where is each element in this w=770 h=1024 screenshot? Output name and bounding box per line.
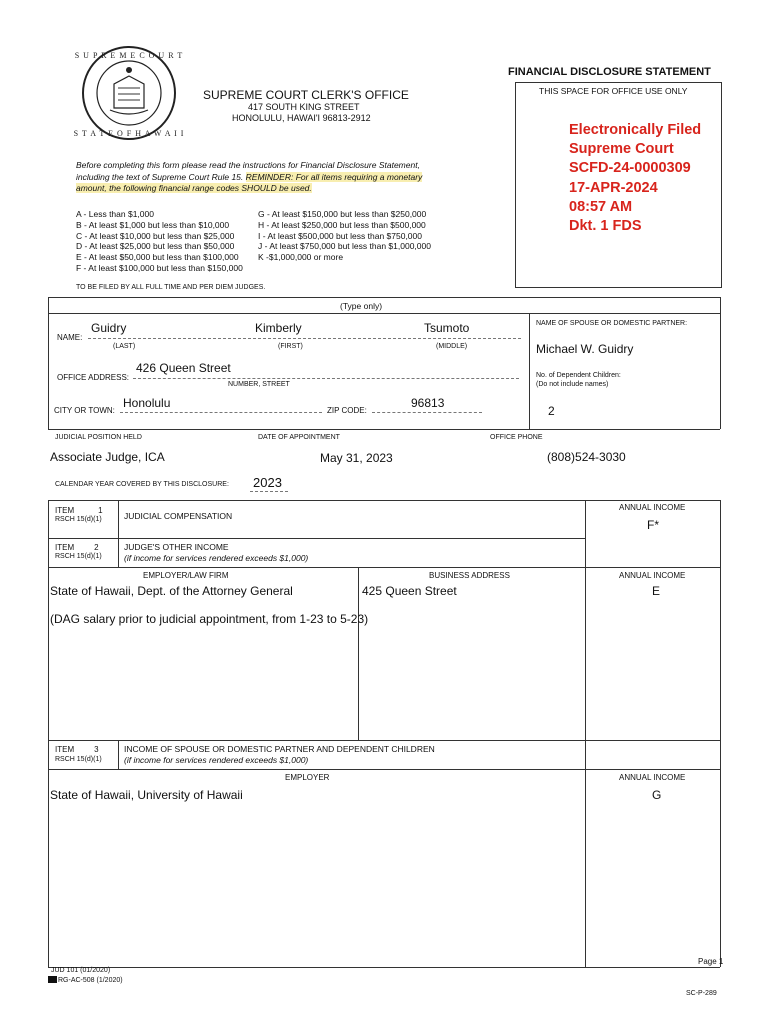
page-number: Page 1	[698, 957, 724, 966]
item1-item-word: ITEM	[55, 506, 75, 515]
last-name-value[interactable]: Guidry	[91, 321, 127, 335]
electronic-filing-stamp	[569, 121, 701, 236]
calendar-year-label: CALENDAR YEAR COVERED BY THIS DISCLOSURE:	[55, 481, 229, 488]
range-codes-left	[76, 209, 243, 274]
item2-address-label: BUSINESS ADDRESS	[429, 571, 510, 580]
item2-title: JUDGE'S OTHER INCOME	[124, 542, 229, 552]
address-underline	[133, 378, 519, 379]
item1-label	[55, 506, 103, 515]
spouse-label: NAME OF SPOUSE OR DOMESTIC PARTNER:	[536, 320, 688, 327]
last-caption: (LAST)	[113, 343, 136, 350]
item3-label	[55, 745, 99, 754]
range-code: E - At least $50,000 but less than $100,000	[76, 252, 239, 263]
zip-underline	[372, 412, 482, 413]
city-underline	[120, 412, 322, 413]
dependents-label: No. of Dependent Children:	[536, 372, 621, 379]
instructions-line2	[76, 172, 422, 182]
item2-address-value[interactable]: 425 Queen Street	[362, 584, 457, 598]
appointment-label: DATE OF APPOINTMENT	[258, 434, 340, 441]
range-code: K -$1,000,000 or more	[258, 252, 344, 263]
supreme-court-seal	[73, 44, 185, 142]
office-name: SUPREME COURT CLERK'S OFFICE	[203, 88, 409, 102]
stamp-line: 17-APR-2024	[569, 179, 658, 196]
form-code2-text: RG-AC-508 (1/2020)	[58, 977, 123, 984]
office-address-label: OFFICE ADDRESS:	[57, 373, 130, 382]
range-codes-right	[258, 209, 431, 263]
office-address-value[interactable]: 426 Queen Street	[136, 361, 231, 375]
zip-label: ZIP CODE:	[327, 406, 367, 415]
stamp-line: Supreme Court	[569, 141, 674, 158]
position-label: JUDICIAL POSITION HELD	[55, 434, 142, 441]
position-value[interactable]: Associate Judge, ICA	[50, 450, 165, 464]
address-caption: NUMBER, STREET	[228, 381, 290, 388]
item3-item-word: ITEM	[55, 745, 75, 754]
calendar-year-value[interactable]: 2023	[253, 475, 282, 490]
type-only-note: (Type only)	[340, 301, 383, 311]
dependents-sublabel: (Do not include names)	[536, 381, 609, 388]
range-code: J - At least $750,000 but less than $1,000,000	[258, 241, 431, 252]
stamp-line: Dkt. 1 FDS	[569, 218, 642, 235]
item3-rule: RSCH 15(d)(1)	[55, 756, 102, 763]
item1-rule: RSCH 15(d)(1)	[55, 516, 102, 523]
form-title: FINANCIAL DISCLOSURE STATEMENT	[508, 66, 711, 78]
item2-rule: RSCH 15(d)(1)	[55, 553, 102, 560]
item1-income-value[interactable]: F*	[647, 518, 659, 532]
middle-caption: (MIDDLE)	[436, 343, 468, 350]
appointment-value[interactable]: May 31, 2023	[320, 451, 393, 465]
range-code: D - At least $25,000 but less than $50,000	[76, 241, 235, 252]
form-code-secondary	[48, 976, 123, 984]
sc-code: SC-P-289	[686, 990, 717, 997]
item3-number: 3	[94, 745, 99, 754]
name-label: NAME:	[57, 333, 83, 342]
range-code: G - At least $150,000 but less than $250,000	[258, 209, 427, 219]
item2-item-word: ITEM	[55, 543, 75, 552]
range-code: A - Less than $1,000	[76, 209, 154, 219]
item2-label	[55, 543, 99, 552]
item1-income-label: ANNUAL INCOME	[619, 503, 686, 512]
calendar-underline	[250, 491, 288, 492]
city-label: CITY OR TOWN:	[54, 406, 115, 415]
range-code: I - At least $500,000 but less than $750,000	[258, 230, 422, 241]
stamp-line: SCFD-24-0000309	[569, 160, 691, 177]
stamp-line: Electronically Filed	[569, 122, 702, 138]
office-street: 417 SOUTH KING STREET	[248, 102, 360, 112]
spouse-value[interactable]: Michael W. Guidry	[536, 342, 634, 356]
svg-text:S T A T E O F H A W A I I: S T A T E O F H A W A I I	[73, 129, 185, 138]
item2-number: 2	[94, 543, 99, 552]
item3-subtitle: (if income for services rendered exceeds $1,000)	[124, 755, 309, 765]
item3-income-value[interactable]: G	[652, 788, 662, 802]
item2-income-value[interactable]: E	[652, 584, 661, 598]
instructions-line1: Before completing this form please read the instructions for Financial Disclosure Statement,	[76, 160, 420, 170]
range-code: B - At least $1,000 but less than $10,000	[76, 219, 230, 230]
item2-note[interactable]: (DAG salary prior to judicial appointment, from 1-23 to 5-23)	[50, 612, 369, 626]
office-use-label: THIS SPACE FOR OFFICE USE ONLY	[539, 86, 688, 96]
svg-text:S U P R E M E C O U R T: S U P R E M E C O U R T	[74, 51, 184, 60]
item3-income-label: ANNUAL INCOME	[619, 773, 686, 782]
name-underline	[88, 338, 521, 339]
first-name-value[interactable]: Kimberly	[255, 321, 302, 335]
item3-title: INCOME OF SPOUSE OR DOMESTIC PARTNER AND DEPENDENT CHILDREN	[124, 744, 435, 754]
union-bug-icon	[48, 976, 57, 983]
item1-number: 1	[98, 506, 103, 515]
item2-employer-label: EMPLOYER/LAW FIRM	[143, 571, 229, 580]
range-code: F - At least $100,000 but less than $150,000	[76, 262, 243, 273]
form-code: JUD 101 (01/2020)	[51, 967, 111, 974]
item3-employer-label: EMPLOYER	[285, 773, 330, 782]
item1-title: JUDICIAL COMPENSATION	[124, 511, 233, 521]
zip-value[interactable]: 96813	[411, 396, 445, 410]
range-code: H - At least $250,000 but less than $500,000	[258, 219, 426, 230]
phone-value[interactable]: (808)524-3030	[547, 450, 626, 464]
city-value[interactable]: Honolulu	[123, 396, 171, 410]
office-city: HONOLULU, HAWAI'I 96813-2912	[232, 113, 371, 123]
phone-label: OFFICE PHONE	[490, 434, 543, 441]
reminder-text: REMINDER: For all items requiring a monetary	[245, 172, 423, 182]
item2-employer-value[interactable]: State of Hawaii, Dept. of the Attorney General	[50, 584, 293, 598]
dependents-value[interactable]: 2	[548, 404, 555, 418]
first-caption: (FIRST)	[278, 343, 303, 350]
instructions-rule-text: including the text of Supreme Court Rule 15.	[76, 172, 244, 182]
item2-subtitle: (if income for services rendered exceeds $1,000)	[124, 553, 309, 563]
range-code: C - At least $10,000 but less than $25,000	[76, 230, 235, 241]
instructions-line3: amount, the following financial range codes SHOULD be used.	[76, 183, 312, 193]
stamp-line: 08:57 AM	[569, 198, 633, 215]
middle-name-value[interactable]: Tsumoto	[424, 321, 470, 335]
item2-income-label: ANNUAL INCOME	[619, 571, 686, 580]
filed-by-note: TO BE FILED BY ALL FULL TIME AND PER DIEM JUDGES.	[76, 284, 266, 291]
item3-employer-value[interactable]: State of Hawaii, University of Hawaii	[50, 788, 243, 802]
